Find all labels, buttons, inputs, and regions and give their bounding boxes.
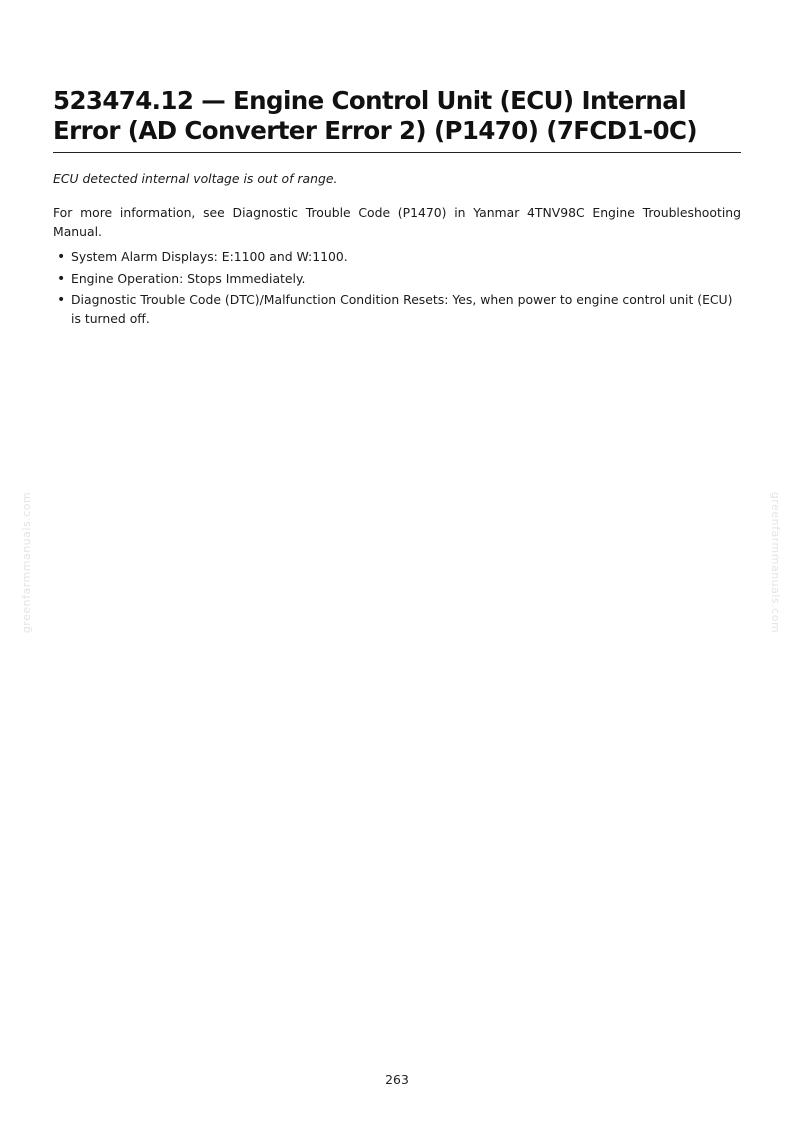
bullet-icon: • xyxy=(57,292,66,308)
page-title: 523474.12 — Engine Control Unit (ECU) Internal Error (AD Converter Error 2) (P1470) (7FCD1-0C) xyxy=(53,86,741,153)
list-item-text: Engine Operation: Stops Immediately. xyxy=(71,270,306,286)
list-item-text: Diagnostic Trouble Code (DTC)/Malfunction Condition Resets: Yes, when power to engine control unit (ECU) is turned off. xyxy=(71,292,733,326)
list-item-text: System Alarm Displays: E:1100 and W:1100. xyxy=(71,249,348,264)
bullet-icon: • xyxy=(57,249,66,265)
list-item xyxy=(53,291,741,328)
watermark-right: greenfarmmanuals.com xyxy=(769,491,783,634)
bullet-icon: • xyxy=(57,270,66,287)
info-paragraph: For more information, see Diagnostic Trouble Code (P1470) in Yanmar 4TNV98C Engine Troubleshooting Manual. xyxy=(53,205,741,239)
list-item xyxy=(53,248,741,267)
page-number: 263 xyxy=(385,1072,409,1087)
document-page xyxy=(53,86,741,331)
list-item xyxy=(53,270,741,289)
summary-text: ECU detected internal voltage is out of range. xyxy=(53,171,338,186)
bullet-list xyxy=(53,248,741,328)
watermark-left: greenfarmmanuals.com xyxy=(20,491,34,634)
